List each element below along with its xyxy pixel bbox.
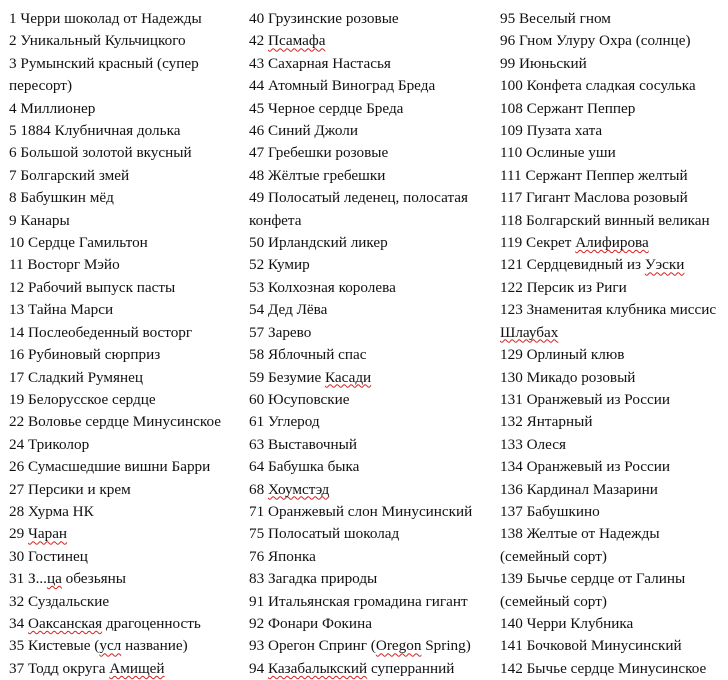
list-item — [9, 344, 245, 366]
list-item — [249, 501, 497, 523]
list-item — [9, 299, 245, 321]
list-item-text: 121 Сердцевидный из — [500, 256, 645, 274]
list-item — [249, 187, 497, 232]
list-item-text: 140 Черри Клубника — [500, 614, 634, 632]
list-item — [9, 367, 245, 389]
list-item — [9, 210, 245, 232]
list-item — [9, 30, 245, 52]
list-item — [249, 389, 497, 411]
list-item-text: 50 Ирландский ликер — [249, 234, 388, 252]
list-item — [500, 75, 726, 97]
list-item — [9, 187, 245, 209]
list-item — [249, 277, 497, 299]
list-item-text: 108 Сержант Пеппер — [500, 99, 636, 117]
list-item — [9, 389, 245, 411]
list-item — [9, 142, 245, 164]
list-item-text: суперранний — [367, 659, 455, 677]
list-item-text: 57 Зарево — [249, 323, 312, 341]
list-item — [9, 546, 245, 568]
list-item-text: 139 Бычье сердце от Галины (семейный сорт) — [500, 570, 686, 610]
list-item-text: 32 Суздальские — [9, 592, 110, 610]
list-item-text: 16 Рубиновый сюрприз — [9, 346, 161, 364]
list-item-text: 2 Уникальный Кульчицкого — [9, 32, 186, 50]
list-item-text: 131 Оранжевый из России — [500, 390, 671, 408]
list-item-text: 60 Юсуповские — [249, 390, 350, 408]
spellcheck-flagged-word: Алифирова — [575, 234, 649, 252]
list-item-text: 35 Кистевые ( — [9, 637, 100, 655]
list-item — [500, 30, 726, 52]
list-item-text: 133 Олеся — [500, 435, 566, 453]
list-item-text: 1 Черри шоколад от Надежды — [9, 10, 202, 27]
list-item-text: 43 Сахарная Настасья — [249, 54, 391, 72]
list-item — [249, 434, 497, 456]
list-item — [9, 434, 245, 456]
list-item-text: 12 Рабочий выпуск пасты — [9, 278, 176, 296]
list-item-text: 68 — [249, 480, 268, 498]
spellcheck-flagged-word: Оаксанская — [27, 614, 103, 632]
list-item-text: 141 Бочковой Минусинский — [500, 637, 682, 655]
list-item-text: 93 Орегон Спринг ( — [249, 637, 376, 655]
list-item-text: 44 Атомный Виноград Бреда — [249, 77, 436, 95]
list-item-text: 6 Большой золотой вкусный — [9, 144, 192, 162]
list-item-text: 7 Болгарский змей — [9, 166, 130, 184]
list-item-text: 119 Секрет — [500, 234, 576, 252]
list-item — [9, 613, 245, 635]
list-item — [9, 479, 245, 501]
list-item-text: 31 З... — [9, 570, 47, 588]
list-item — [500, 411, 726, 433]
list-item-text: 11 Восторг Мэйо — [9, 256, 120, 274]
list-item — [9, 568, 245, 590]
list-item-text: 29 — [9, 525, 28, 543]
list-item — [500, 658, 726, 680]
list-item-text: 110 Ослиные уши — [500, 144, 616, 162]
list-item-text: 71 Оранжевый слон Минусинский — [249, 502, 473, 520]
list-item-text: 91 Итальянская громадина гигант — [249, 592, 468, 610]
list-item — [500, 568, 726, 613]
list-item — [9, 501, 245, 523]
list-item-text: 54 Дед Лёва — [249, 301, 328, 319]
spellcheck-flagged-word: Касади — [324, 368, 372, 386]
list-item-text: 132 Янтарный — [500, 413, 593, 431]
list-item — [249, 568, 497, 590]
list-item — [9, 635, 245, 657]
list-item-text: 9 Канары — [9, 211, 70, 229]
list-item — [500, 8, 726, 30]
list-item-text: 10 Сердце Гамильтон — [9, 234, 148, 252]
list-item — [500, 120, 726, 142]
list-item — [249, 98, 497, 120]
list-item — [249, 30, 497, 52]
list-item — [500, 344, 726, 366]
spellcheck-flagged-word: усл — [99, 637, 122, 655]
list-item-text: 134 Оранжевый из России — [500, 458, 671, 476]
list-item — [9, 254, 245, 276]
list-item-text: 4 Миллионер — [9, 99, 96, 117]
list-item — [500, 142, 726, 164]
list-item — [249, 165, 497, 187]
list-item — [500, 479, 726, 501]
list-item-text: 130 Микадо розовый — [500, 368, 636, 386]
list-item-text: 34 — [9, 614, 28, 632]
list-item — [500, 187, 726, 209]
list-item — [9, 98, 245, 120]
list-item — [9, 322, 245, 344]
list-item-text: 17 Сладкий Румянец — [9, 368, 144, 386]
list-item — [500, 98, 726, 120]
list-item — [500, 165, 726, 187]
list-item — [249, 120, 497, 142]
list-item-text: 27 Персики и крем — [9, 480, 131, 498]
spellcheck-flagged-word: Шлаубах — [500, 323, 559, 341]
list-item-text: 45 Черное сердце Бреда — [249, 99, 404, 117]
list-item — [9, 120, 245, 142]
list-item-text: 76 Японка — [249, 547, 316, 565]
list-item — [500, 367, 726, 389]
list-item — [249, 322, 497, 344]
list-item-text: Spring) — [421, 637, 471, 655]
spellcheck-flagged-word: Хоумстэд — [267, 480, 330, 498]
list-item — [9, 523, 245, 545]
list-item-text: 99 Июньский — [500, 54, 587, 72]
list-item — [500, 232, 726, 254]
spellcheck-flagged-word: ца — [46, 570, 62, 588]
list-item — [249, 8, 497, 30]
list-item-text: 14 Послеобеденный восторг — [9, 323, 193, 341]
list-item — [249, 367, 497, 389]
list-item — [500, 210, 726, 232]
list-item-text: 13 Тайна Марси — [9, 301, 114, 319]
list-item — [9, 53, 245, 98]
list-item — [249, 344, 497, 366]
list-item-text: 8 Бабушкин мёд — [9, 189, 114, 207]
list-item-text: 92 Фонари Фокина — [249, 614, 372, 632]
list-item — [500, 635, 726, 657]
list-item — [500, 434, 726, 456]
list-item — [500, 389, 726, 411]
list-item — [9, 232, 245, 254]
list-item — [249, 479, 497, 501]
list-item-text: 94 — [249, 659, 268, 677]
list-item-text: 59 Безумие — [249, 368, 325, 386]
list-item-text: 53 Колхозная королева — [249, 278, 396, 296]
list-item — [9, 277, 245, 299]
spellcheck-flagged-word: Амищей — [109, 659, 165, 677]
spellcheck-flagged-word: Чаран — [27, 525, 68, 543]
spellcheck-flagged-word: Уэски — [644, 256, 685, 274]
list-item — [500, 613, 726, 635]
list-item — [249, 53, 497, 75]
list-item — [9, 8, 245, 30]
list-item — [500, 456, 726, 478]
spellcheck-flagged-word: Казабалыкский — [267, 659, 368, 677]
list-item-text: 5 1884 Клубничная долька — [9, 122, 181, 140]
spellcheck-flagged-word: Псамафа — [267, 32, 326, 50]
list-item-text: 37 Тодд округа — [9, 659, 110, 677]
list-item-text: 136 Кардинал Мазарини — [500, 480, 658, 498]
list-item-text: 22 Воловье сердце Минусинское — [9, 413, 221, 431]
list-item — [249, 613, 497, 635]
list-item — [249, 523, 497, 545]
list-item — [500, 299, 726, 344]
list-item — [500, 501, 726, 523]
list-item — [249, 546, 497, 568]
list-item-text: 95 Веселый гном — [500, 10, 611, 27]
list-item-text: драгоценность — [102, 614, 201, 632]
list-item-text: 83 Загадка природы — [249, 570, 378, 588]
list-item-text: 24 Триколор — [9, 435, 90, 453]
list-item — [249, 456, 497, 478]
list-item — [249, 635, 497, 657]
list-item-text: 142 Бычье сердце Минусинское — [500, 659, 707, 677]
list-item-text: 46 Синий Джоли — [249, 122, 358, 140]
list-item-text: 42 — [249, 32, 268, 50]
list-item-text: 123 Знаменитая клубника миссис — [500, 301, 717, 319]
column-2 — [249, 8, 497, 680]
list-item — [500, 523, 726, 568]
list-item-text: 100 Конфета сладкая сосулька — [500, 77, 696, 95]
list-item — [249, 232, 497, 254]
list-item-text: 129 Орлиный клюв — [500, 346, 625, 364]
list-item-text: 122 Персик из Риги — [500, 278, 627, 296]
list-item — [9, 411, 245, 433]
list-item-text: 96 Гном Улуру Охра (солнце) — [500, 32, 691, 50]
list-item — [9, 591, 245, 613]
list-item — [249, 142, 497, 164]
list-item-text: 26 Сумасшедшие вишни Барри — [9, 458, 211, 476]
list-item-text: 48 Жёлтые гребешки — [249, 166, 386, 184]
list-item — [9, 658, 245, 680]
list-item — [249, 591, 497, 613]
column-3 — [500, 8, 726, 680]
list-item-text: 111 Сержант Пеппер желтый — [500, 166, 688, 184]
list-item-text: 3 Румынский красный (супер пересорт) — [9, 54, 199, 95]
list-item-text: 138 Желтые от Надежды (семейный сорт) — [500, 525, 660, 565]
list-item-text: название) — [121, 637, 188, 655]
list-item — [249, 658, 497, 680]
list-item-text: 64 Бабушка быка — [249, 458, 360, 476]
list-item-text: 118 Болгарский винный великан — [500, 211, 710, 229]
spellcheck-flagged-word: Oregon — [375, 637, 422, 655]
list-item-text: 52 Кумир — [249, 256, 310, 274]
list-item-text: 49 Полосатый леденец, полосатая конфета — [249, 189, 469, 229]
list-item — [500, 254, 726, 276]
list-item-text: 117 Гигант Маслова розовый — [500, 189, 688, 207]
list-item-text: 30 Гостинец — [9, 547, 88, 565]
list-item — [249, 75, 497, 97]
list-item — [249, 254, 497, 276]
list-item — [500, 277, 726, 299]
list-item-text: 47 Гребешки розовые — [249, 144, 389, 162]
list-item-text: 40 Грузинские розовые — [249, 10, 399, 27]
list-item-text: обезьяны — [61, 570, 126, 588]
list-item — [9, 165, 245, 187]
list-item-text: 75 Полосатый шоколад — [249, 525, 400, 543]
list-item-text: 109 Пузата хата — [500, 122, 603, 140]
list-item-text: 19 Белорусское сердце — [9, 390, 156, 408]
column-1 — [9, 8, 245, 680]
list-item-text: 63 Выставочный — [249, 435, 357, 453]
list-item-text: 61 Углерод — [249, 413, 320, 431]
list-item — [249, 411, 497, 433]
list-item-text: 58 Яблочный спас — [249, 346, 367, 364]
list-item — [500, 53, 726, 75]
list-item-text: 28 Хурма НК — [9, 502, 94, 520]
list-item — [9, 456, 245, 478]
list-item — [249, 299, 497, 321]
list-item-text: 137 Бабушкино — [500, 502, 600, 520]
